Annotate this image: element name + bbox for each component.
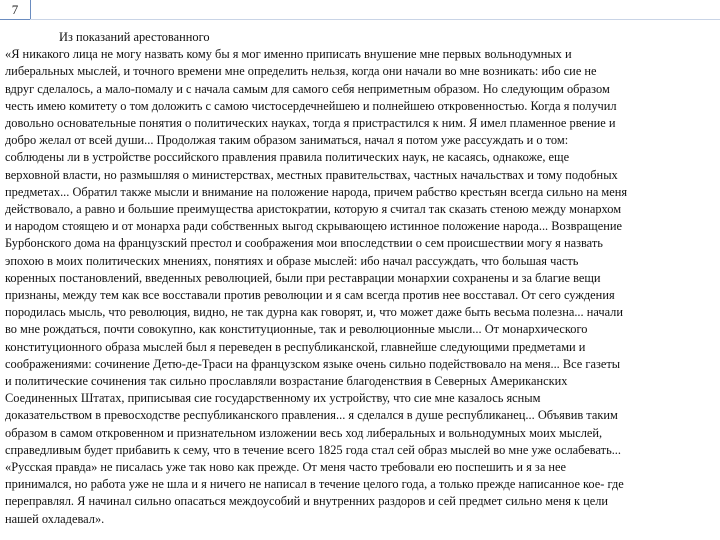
text-line: породилась мысль, что революция, видно, не так дурна как говорят, и, что может даже быть весьма полезна... начали [5, 305, 623, 320]
text-line: и народом стоящею и от монарха ради собственных выгод скрывающею истинное положение народа... Возвращение [5, 219, 622, 234]
text-line: доказательством в превосходстве республиканского правления... я сделался в душе республиканец... Объявив таким [5, 408, 618, 423]
text-line: вдруг сделалось, а мало-помалу и с начала самым для самого себя неприметным образом. Но следующим образом [5, 81, 610, 96]
text-line: предметах... Обратил также мысли и внимание на положение народа, причем рабство крестьян всегда сильно на меня [5, 184, 628, 199]
text-line: переправлял. Я начинал сильно опасаться междоусобий и внутренних раздоров и сей предмет сильно меня к цели [5, 494, 609, 509]
text-line: добро желал от всей души... Продолжая таким образом заниматься, начал я потом уже рассуждать и о том: [5, 133, 569, 148]
text-line: конституционного образа мыслей был я переведен в республиканской, главнейше следующими предметами и [5, 339, 586, 354]
text-line: либеральных мыслей, и точного времени мне определить нельзя, когда они начали во мне возникать: ибо сие не [5, 64, 597, 79]
text-line: во мне рождаться, почти совокупно, как конституционные, так и революционные мысли... От монархического [5, 322, 588, 337]
text-line: образом в самом откровенном и признательном изложении весь ход либеральных и вольнодумных моих мыслей, [5, 425, 603, 440]
text-line: действовало, а равно и большие преимущества аристократии, которую я считал так сказать стеною между монархом [5, 202, 622, 217]
text-line: справедливым будет прибавить к сему, что в течение всего 1825 года стал сей образ мыслей во мне уже ослабевать... [5, 442, 622, 457]
text-line: честь имею комитету о том доложить с самою чистосердечнейшею и полнейшею откровенностью. Когда я получил [5, 98, 617, 113]
text-line: «Я никакого лица не могу назвать кому бы я мог именно приписать внушение мне первых вольнодумных и [5, 47, 572, 62]
text-line: принимался, но работа уже не шла и я ничего не написал в течение целого года, а только прежде написанное кое- где [5, 477, 624, 492]
document-body [5, 29, 713, 528]
text-line: Соединенных Штатах, приписывая сие государственному их устройству, что сие мне казалось ясным [5, 391, 541, 406]
text-line: коренных постановлений, введенных революцией, были при реставрации монархии сохранены и за благие вещи [5, 270, 601, 285]
text-line: и политические сочинения так сильно прославляли возрастание благоденствия в Северных Американских [5, 374, 568, 389]
testimony-text [5, 46, 713, 528]
text-line: довольно основательные понятия о политических науках, тогда я пристрастился к ним. Я имел пламенное рвение и [5, 116, 616, 131]
document-heading: Из показаний арестованного [59, 30, 210, 44]
text-line: «Русская правда» не писалась уже так ново как прежде. От меня часто требовали ею поспешить и я за нее [5, 460, 567, 475]
text-line: признаны, между тем как все восставали против революции и я сам всегда против нее восставал. От сего суждения [5, 288, 615, 303]
text-line: верховной власти, но размышляя о министерствах, местных правительствах, частных начальствах и тому подобных [5, 167, 618, 182]
text-line: соображениями: сочинение Детю-де-Траси на французском языке очень сильно подействовало на меня... Все газеты [5, 356, 621, 371]
frame-border [30, 19, 720, 20]
text-line: нашей охладевал». [5, 511, 105, 526]
text-line: эпохою в моих политических мнениях, понятиях и образе мыслей: ибо начал рассуждать, что большая часть [5, 253, 579, 268]
text-line: соблюдены ли в устройстве российского правления правила политических наук, не касаясь, однакоже, еще [5, 150, 570, 165]
slide-number: 7 [0, 0, 31, 20]
text-line: Бурбонского дома на французский престол и соображения мои впоследствии о сем происшествии могу я назвать [5, 236, 603, 251]
